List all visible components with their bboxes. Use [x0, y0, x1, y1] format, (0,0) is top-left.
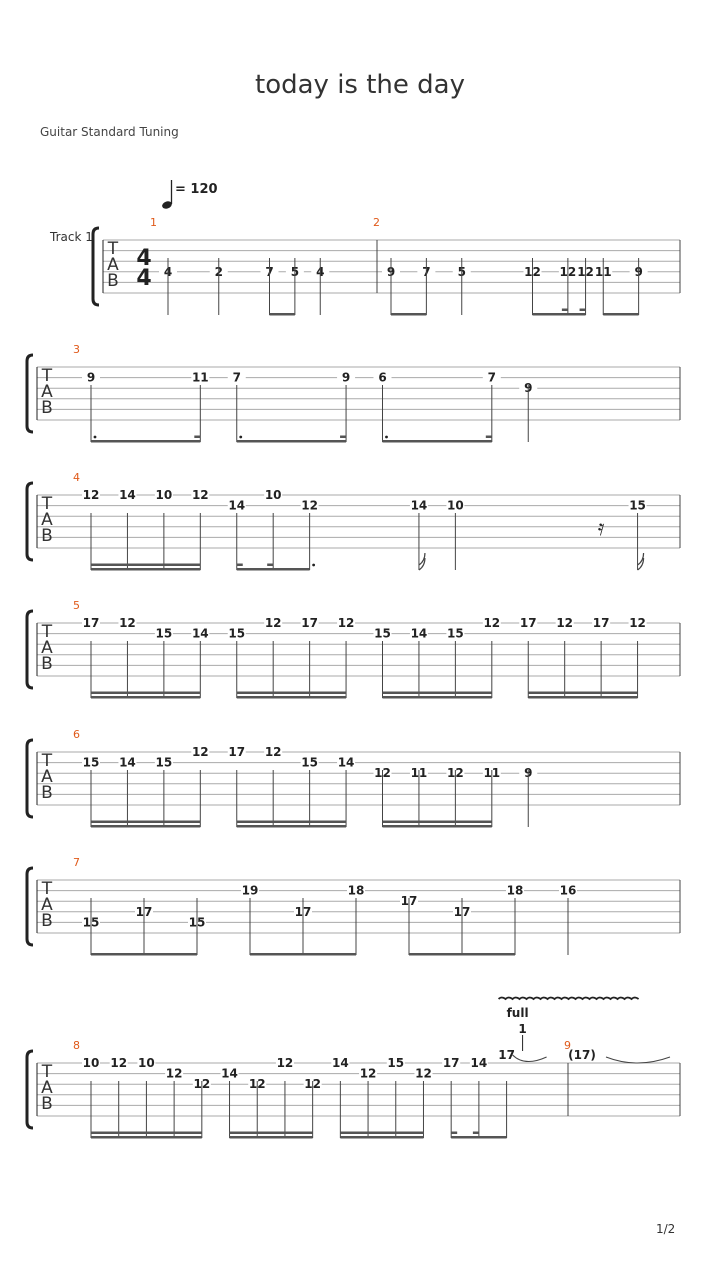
- fret-number: 14: [470, 1056, 488, 1070]
- beam: [603, 313, 638, 316]
- bar-number: 1: [150, 216, 157, 229]
- tab-clef-letter: B: [41, 1094, 53, 1114]
- beam: [391, 313, 426, 316]
- fret-number: 12: [374, 766, 391, 781]
- fret-number: 17: [592, 616, 610, 630]
- fret-number: 11: [594, 264, 612, 279]
- fret-number: 18: [347, 883, 365, 898]
- beam-secondary: [91, 1132, 202, 1135]
- fret-number: 15: [82, 755, 100, 770]
- track-name-label: Track 1: [50, 230, 93, 244]
- beam: [91, 440, 200, 443]
- bar-number: 3: [73, 343, 80, 356]
- tab-clef-letter: B: [41, 911, 53, 931]
- bar-number: 2: [373, 216, 380, 229]
- fret-number: 12: [191, 745, 209, 759]
- beam: [270, 313, 295, 316]
- fret-number: 12: [629, 616, 646, 630]
- beam-secondary: [562, 309, 568, 312]
- beam-secondary: [486, 436, 492, 439]
- tab-clef-letter: A: [107, 255, 119, 275]
- tab-clef-letter: A: [41, 510, 53, 530]
- bar-number: 7: [73, 856, 80, 869]
- beam: [528, 696, 637, 699]
- fret-number: 12: [264, 745, 282, 759]
- beam: [237, 825, 346, 828]
- fret-number: 12: [524, 264, 541, 279]
- fret-number: 7: [487, 370, 496, 385]
- fret-number: 12: [301, 498, 318, 513]
- fret-number: 15: [155, 755, 173, 770]
- sixteenth-rest: 𝄿: [597, 516, 605, 541]
- fret-number: 12: [559, 264, 577, 279]
- fret-number: 10: [264, 488, 282, 502]
- tie-curve: [606, 1057, 670, 1063]
- beam-secondary: [230, 1132, 313, 1135]
- fret-number: 10: [138, 1056, 155, 1070]
- fret-number: 12: [248, 1077, 266, 1092]
- dot: [239, 436, 242, 439]
- fret-number: 12: [447, 766, 464, 781]
- tab-clef-letter: A: [41, 895, 53, 915]
- fret-number: 14: [332, 1056, 349, 1070]
- tab-clef-letter: T: [41, 1062, 53, 1082]
- tab-clef-letter: A: [41, 767, 53, 787]
- fret-number: 10: [82, 1056, 100, 1070]
- fret-number: 12: [337, 616, 355, 630]
- system-bracket: [93, 228, 99, 305]
- beam-secondary: [473, 1132, 479, 1135]
- beam: [383, 825, 492, 828]
- tab-clef-letter: T: [41, 751, 53, 771]
- beam: [230, 1136, 313, 1139]
- fret-number: 11: [410, 766, 428, 781]
- fret-number: 14: [119, 755, 136, 770]
- fret-number: 12: [165, 1066, 183, 1081]
- fret-number: 9: [341, 370, 351, 385]
- fret-number: 12: [264, 616, 282, 630]
- fret-number: 17: [135, 904, 153, 919]
- fret-number: 12: [191, 488, 209, 502]
- system-bracket: [27, 740, 33, 817]
- fret-number: 12: [110, 1056, 128, 1070]
- fret-number: 9: [386, 264, 396, 279]
- tab-clef-letter: B: [41, 783, 53, 803]
- fret-number: 7: [265, 264, 274, 279]
- tuning-label: Guitar Standard Tuning: [40, 125, 179, 139]
- beam-secondary: [194, 436, 200, 439]
- dot: [385, 436, 388, 439]
- system-bracket: [27, 483, 33, 560]
- beam: [451, 1136, 506, 1139]
- fret-number: 14: [119, 488, 136, 502]
- beam: [383, 440, 492, 443]
- beam: [91, 1136, 202, 1139]
- bend-amount: full: [506, 1006, 529, 1020]
- beam-secondary: [237, 564, 243, 567]
- beam: [91, 953, 197, 956]
- beam-secondary: [383, 821, 492, 824]
- fret-number: 4: [163, 264, 173, 279]
- fret-number: 12: [304, 1077, 321, 1092]
- fret-number: 12: [276, 1056, 294, 1070]
- beam-secondary: [340, 436, 346, 439]
- fret-number: 14: [410, 498, 428, 513]
- fret-number: 9: [524, 381, 533, 396]
- time-signature-top: 4: [136, 246, 152, 271]
- fret-number: 15: [155, 626, 173, 641]
- fret-number: 17: [498, 1048, 515, 1062]
- fret-number: 9: [634, 264, 643, 279]
- fret-number: 17: [442, 1056, 460, 1070]
- fret-number: 14: [337, 755, 355, 770]
- tab-clef-letter: B: [107, 271, 119, 291]
- fret-number: 11: [483, 766, 501, 781]
- fret-number: 10: [155, 488, 173, 502]
- fret-number: 11: [191, 370, 209, 385]
- fret-number: 12: [82, 488, 100, 502]
- tab-clef-letter: A: [41, 638, 53, 658]
- bar-number: 6: [73, 728, 80, 741]
- beam: [237, 440, 346, 443]
- system-bracket: [27, 868, 33, 945]
- beam: [250, 953, 356, 956]
- beam-secondary: [528, 692, 637, 695]
- bar-number: 5: [73, 599, 80, 612]
- song-title: today is the day: [255, 70, 465, 100]
- fret-number: 12: [483, 616, 501, 630]
- fret-number: 14: [228, 498, 246, 513]
- fret-number: 4: [316, 264, 325, 279]
- tempo-marking: = 120: [175, 182, 218, 197]
- fret-number: 16: [559, 883, 577, 898]
- fret-number: 19: [241, 883, 259, 898]
- bend-tie: [513, 1055, 547, 1062]
- vibrato-wave: [499, 998, 639, 1000]
- fret-number: 7: [422, 264, 431, 279]
- fret-number: 7: [232, 370, 241, 385]
- beam-secondary: [340, 1132, 423, 1135]
- fret-number: 15: [447, 626, 464, 641]
- beam-secondary: [267, 564, 273, 567]
- tab-clef-letter: B: [41, 398, 53, 418]
- beam: [91, 696, 200, 699]
- fret-number: 15: [228, 626, 246, 641]
- fret-number: 14: [410, 626, 428, 641]
- fret-number: 18: [506, 883, 524, 898]
- beam-secondary: [580, 309, 586, 312]
- fret-number: 14: [221, 1066, 238, 1081]
- fret-number: 12: [193, 1077, 211, 1092]
- system-bracket: [27, 611, 33, 688]
- fret-number: 5: [457, 264, 466, 279]
- fret-number: 12: [359, 1066, 377, 1081]
- tab-clef-letter: B: [41, 526, 53, 546]
- beam: [237, 568, 310, 571]
- fret-number: 12: [119, 616, 136, 630]
- fret-number: 17: [228, 745, 246, 759]
- dot: [312, 564, 315, 567]
- beam-secondary: [237, 692, 346, 695]
- tab-clef-letter: T: [41, 622, 53, 642]
- beam: [91, 825, 200, 828]
- page-number: 1/2: [656, 1222, 676, 1236]
- fret-number: 17: [453, 904, 471, 919]
- fret-number: 5: [290, 264, 300, 279]
- fret-number: 17: [400, 894, 418, 909]
- fret-number: 17: [519, 616, 537, 630]
- fret-number: 15: [301, 755, 318, 770]
- fret-number: 12: [415, 1066, 432, 1081]
- fret-number: 12: [556, 616, 574, 630]
- fret-number: 17: [82, 616, 100, 630]
- tab-clef-letter: A: [41, 382, 53, 402]
- fret-number: 15: [374, 626, 391, 641]
- fret-number: 9: [86, 370, 96, 385]
- beam: [237, 696, 346, 699]
- fret-number: 6: [378, 370, 387, 385]
- fret-number: 10: [447, 498, 464, 513]
- fret-number: 17: [294, 904, 312, 919]
- beam: [409, 953, 515, 956]
- beam: [533, 313, 586, 316]
- system-bracket: [27, 355, 33, 432]
- fret-number: 15: [629, 498, 646, 513]
- fret-number: 15: [387, 1056, 405, 1070]
- bar-number: 9: [564, 1039, 571, 1052]
- bend-arrow-label: 1: [518, 1022, 527, 1036]
- tab-clef-letter: T: [107, 239, 119, 259]
- dot: [94, 436, 97, 439]
- fret-number: 9: [524, 766, 533, 781]
- fret-number: 14: [191, 626, 209, 641]
- fret-number: (17): [568, 1048, 596, 1062]
- fret-number: 2: [214, 264, 223, 279]
- bar-number: 4: [73, 471, 80, 484]
- fret-number: 17: [301, 616, 318, 630]
- beam: [91, 568, 200, 571]
- fret-number: 12: [577, 264, 594, 279]
- bar-number: 8: [73, 1039, 80, 1052]
- beam: [383, 696, 492, 699]
- tab-clef-letter: T: [41, 366, 53, 386]
- system-bracket: [27, 1051, 33, 1128]
- beam-secondary: [383, 692, 492, 695]
- beam-secondary: [451, 1132, 457, 1135]
- time-signature-bottom: 4: [136, 266, 152, 291]
- beam: [340, 1136, 423, 1139]
- fret-number: 15: [82, 915, 100, 930]
- beam-secondary: [237, 821, 346, 824]
- tab-clef-letter: B: [41, 654, 53, 674]
- tab-clef-letter: T: [41, 879, 53, 899]
- beam-secondary: [91, 821, 200, 824]
- beam-secondary: [91, 564, 200, 567]
- tab-clef-letter: A: [41, 1078, 53, 1098]
- beam-secondary: [91, 692, 200, 695]
- fret-number: 15: [188, 915, 206, 930]
- tab-clef-letter: T: [41, 494, 53, 514]
